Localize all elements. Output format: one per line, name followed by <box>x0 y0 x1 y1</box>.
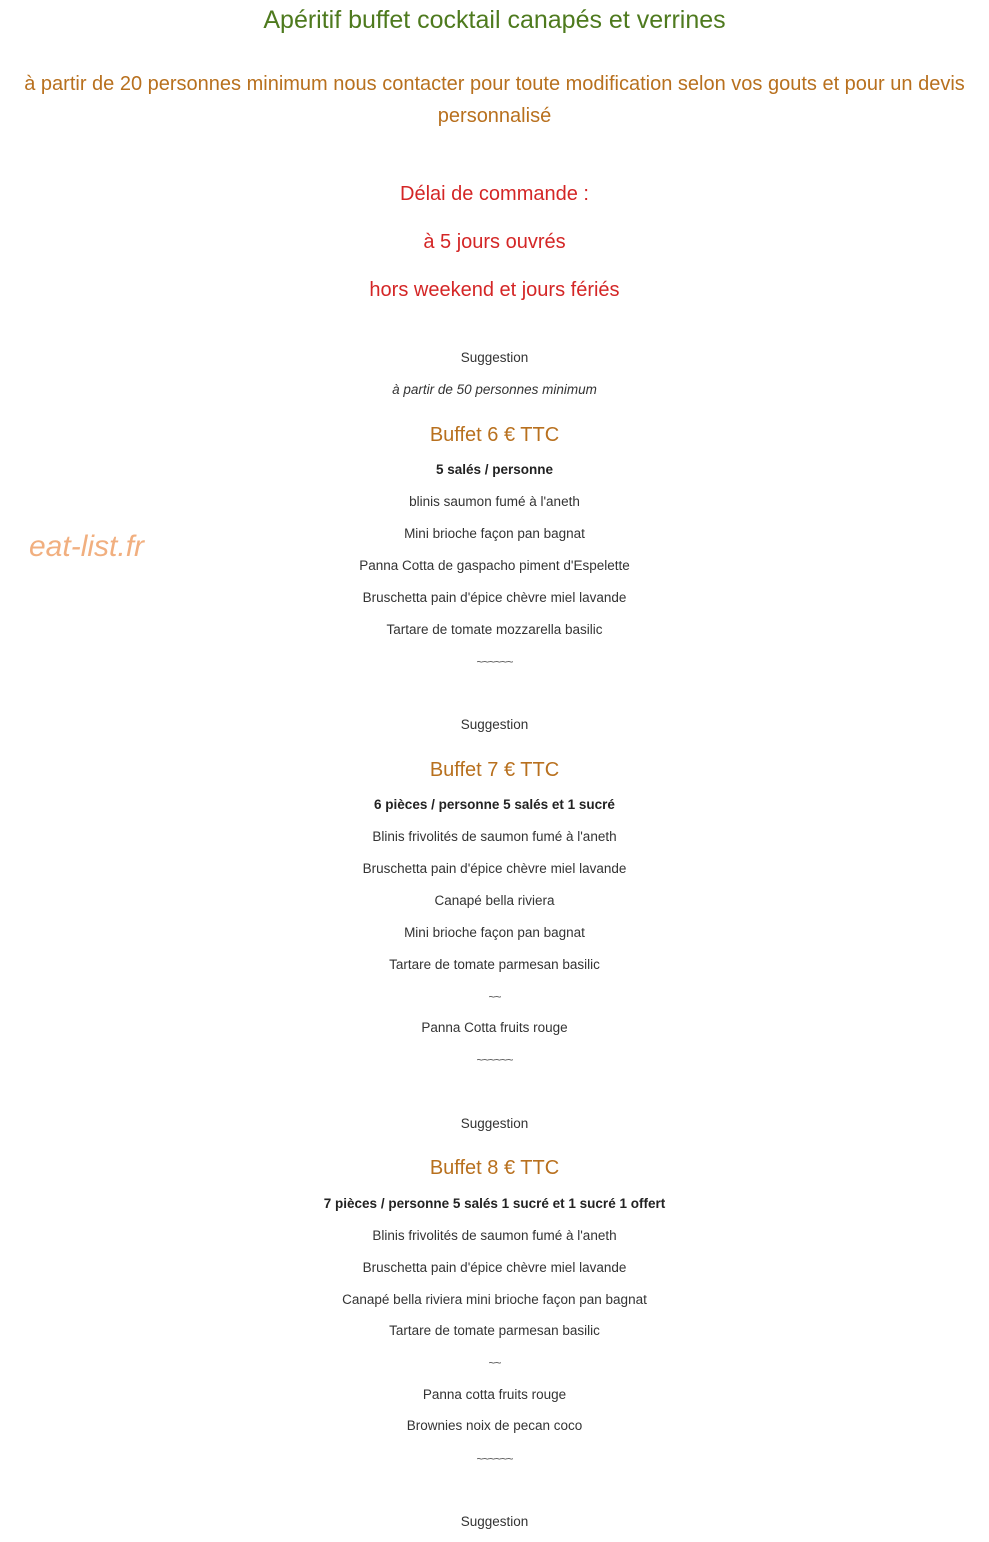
buffet-7-suggestion-label: Suggestion <box>460 717 529 732</box>
buffet-7-title: Buffet 7 € TTC <box>429 759 560 781</box>
order-delay-heading: Délai de commande : <box>400 183 589 205</box>
menu-item: Bruschetta pain d'épice chèvre miel lavande <box>362 1260 627 1275</box>
buffet-6-subtitle: 5 salés / personne <box>435 462 554 477</box>
buffet-6-minimum-note: à partir de 50 personnes minimum <box>392 382 597 397</box>
menu-item: Tartare de tomate parmesan basilic <box>389 957 600 972</box>
sweet-divider: ~~ <box>488 1356 501 1370</box>
buffet-8-subtitle: 7 pièces / personne 5 salés 1 sucré et 1 sucré 1 offert <box>323 1196 666 1211</box>
sweet-divider: ~~ <box>488 990 501 1004</box>
section-end-divider: ~~~~~~ <box>476 1053 513 1067</box>
order-delay-days: à 5 jours ouvrés <box>423 231 566 253</box>
buffet-8-suggestion-label: Suggestion <box>460 1116 529 1131</box>
section-end-divider: ~~~~~~ <box>476 655 513 669</box>
menu-item: Panna Cotta de gaspacho piment d'Espelette <box>359 558 630 573</box>
page-title: Apéritif buffet cocktail canapés et verrines <box>263 6 726 34</box>
menu-item: Panna Cotta fruits rouge <box>421 1020 568 1035</box>
watermark-logo: eat-list.fr <box>29 530 145 563</box>
section-end-divider: ~~~~~~ <box>476 1452 513 1466</box>
menu-item: Tartare de tomate mozzarella basilic <box>386 622 603 637</box>
menu-item: Canapé bella riviera mini brioche façon pan bagnat <box>342 1292 647 1307</box>
buffet-6-suggestion-label: Suggestion <box>460 350 529 365</box>
menu-item: Brownies noix de pecan coco <box>406 1418 583 1433</box>
menu-item: Blinis frivolités de saumon fumé à l'aneth <box>372 1228 617 1243</box>
buffet-8-title: Buffet 8 € TTC <box>429 1157 560 1179</box>
menu-item: Panna cotta fruits rouge <box>422 1387 567 1402</box>
intro-text-line-1: à partir de 20 personnes minimum nous contacter pour toute modification selon vos gouts et pour un devis <box>24 73 965 95</box>
order-delay-exclusions: hors weekend et jours fériés <box>369 279 620 301</box>
menu-item: Bruschetta pain d'épice chèvre miel lavande <box>362 590 627 605</box>
menu-item: Canapé bella riviera <box>434 893 555 908</box>
menu-item: Blinis frivolités de saumon fumé à l'aneth <box>372 829 617 844</box>
intro-text-line-2: personnalisé <box>437 105 552 127</box>
buffet-6-title: Buffet 6 € TTC <box>429 424 560 446</box>
menu-item: Mini brioche façon pan bagnat <box>404 526 585 541</box>
menu-item: Bruschetta pain d'épice chèvre miel lavande <box>362 861 627 876</box>
menu-item: blinis saumon fumé à l'aneth <box>409 494 580 509</box>
menu-item: Tartare de tomate parmesan basilic <box>389 1323 600 1338</box>
menu-item: Mini brioche façon pan bagnat <box>404 925 585 940</box>
next-suggestion-label: Suggestion <box>460 1514 529 1529</box>
buffet-7-subtitle: 6 pièces / personne 5 salés et 1 sucré <box>374 797 615 812</box>
